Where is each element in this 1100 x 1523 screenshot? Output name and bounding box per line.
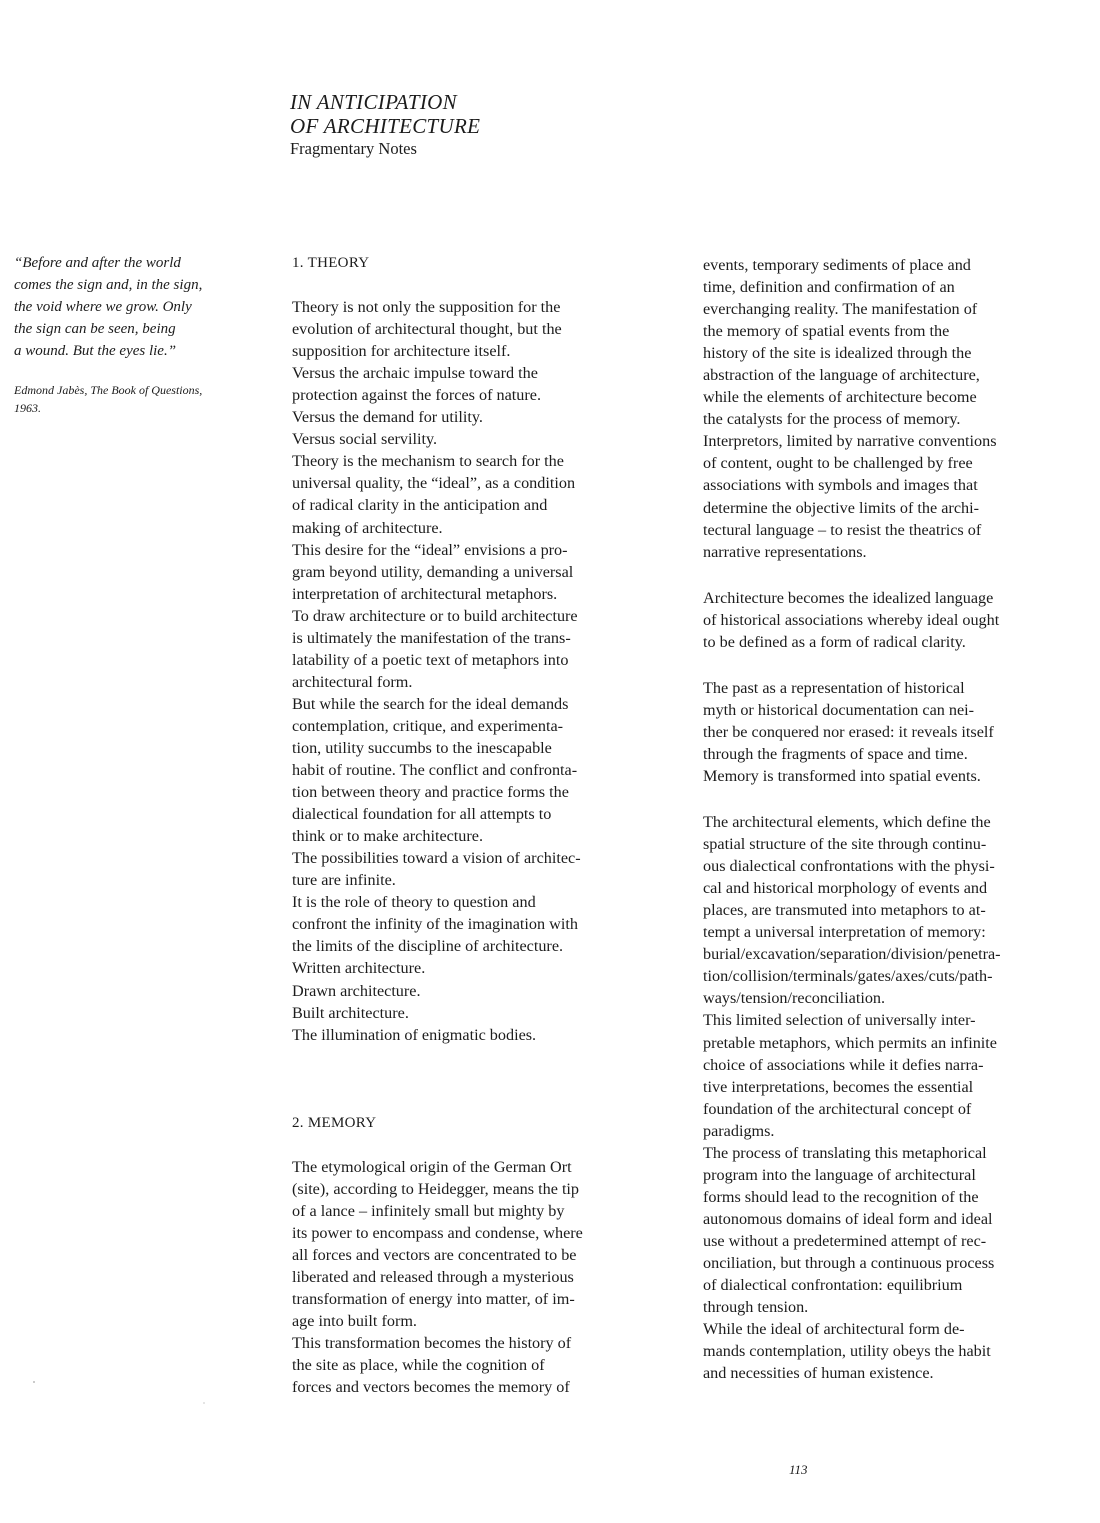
body-text-line: abstraction of the language of architecture, <box>703 366 980 385</box>
body-text-line: evolution of architectural thought, but the <box>292 320 562 339</box>
body-text-line: transformation of energy into matter, of im- <box>292 1289 575 1308</box>
epigraph-quote-line: “Before and after the world <box>14 255 181 271</box>
body-text-line: latability of a poetic text of metaphors into <box>292 650 569 669</box>
body-text-line: spatial structure of the site through continu- <box>703 835 987 854</box>
epigraph-quote-line: the void where we grow. Only <box>14 299 192 315</box>
body-text-line: forces and vectors becomes the memory of <box>292 1378 570 1397</box>
body-text-line: Written architecture. <box>292 959 426 978</box>
body-text-line: making of architecture. <box>292 518 443 537</box>
body-text-line: This limited selection of universally inter- <box>703 1011 976 1030</box>
body-text-line: architectural form. <box>292 672 413 691</box>
article-title-block <box>290 90 480 160</box>
body-text-line: liberated and released through a mysterious <box>292 1267 574 1286</box>
body-text-line: mands contemplation, utility obeys the habit <box>703 1342 991 1361</box>
body-text-line: program into the language of architectural <box>703 1165 976 1184</box>
body-text-line: tion between theory and practice forms the <box>292 783 569 802</box>
body-text-line: of content, ought to be challenged by free <box>703 454 973 473</box>
body-text-line: onciliation, but through a continuous process <box>703 1253 995 1272</box>
epigraph-citation-line: Edmond Jabès, The Book of Questions, <box>14 383 203 397</box>
body-text-line: age into built form. <box>292 1312 417 1331</box>
body-text-line: universal quality, the “ideal”, as a condition <box>292 474 576 493</box>
body-text-line: everchanging reality. The manifestation of <box>703 300 978 319</box>
memory-body <box>292 1156 662 1399</box>
body-text-line: ther be conquered nor erased: it reveals itself <box>703 722 994 741</box>
body-text-line: of dialectical confrontation: equilibrium <box>703 1276 963 1295</box>
body-paragraph <box>703 587 1093 653</box>
body-text-line: confront the infinity of the imagination with <box>292 915 578 934</box>
body-paragraph <box>703 811 1093 1384</box>
body-text-line: choice of associations while it defies narra- <box>703 1055 984 1074</box>
body-text-line: its power to encompass and condense, where <box>292 1223 583 1242</box>
body-text-line: cal and historical morphology of events and <box>703 879 988 898</box>
body-text-line: (site), according to Heidegger, means the tip <box>292 1179 580 1198</box>
body-text-line: tive interpretations, becomes the essential <box>703 1077 974 1096</box>
body-text-line: dialectical foundation for all attempts to <box>292 805 552 824</box>
body-text-line: forms should lead to the recognition of the <box>703 1187 979 1206</box>
body-text-line: Memory is transformed into spatial events. <box>703 766 981 785</box>
body-text-line: use without a predetermined attempt of rec- <box>703 1231 987 1250</box>
epigraph-quote <box>14 252 269 362</box>
body-text-line: associations with symbols and images that <box>703 476 978 495</box>
article-title-line-2: OF ARCHITECTURE <box>290 114 481 138</box>
body-text-line: The past as a representation of historical <box>703 678 965 697</box>
body-text-line: tectural language – to resist the theatrics of <box>703 520 982 539</box>
page-number: 113 <box>789 1462 808 1477</box>
body-text-line: Versus social servility. <box>292 430 438 449</box>
epigraph-citation-line: 1963. <box>14 400 41 415</box>
body-text-line: events, temporary sediments of place and <box>703 256 971 274</box>
body-text-line: places, are transmuted into metaphors to at- <box>703 901 986 920</box>
body-text-line: paradigms. <box>703 1121 775 1140</box>
body-text-line: The illumination of enigmatic bodies. <box>292 1025 537 1044</box>
body-text-line: pretable metaphors, which permits an infinite <box>703 1033 997 1052</box>
body-text-line: tion, utility succumbs to the inescapable <box>292 738 552 757</box>
body-text-line: While the ideal of architectural form de- <box>703 1320 965 1339</box>
body-text-line: To draw architecture or to build architecture <box>292 606 578 625</box>
body-text-line: is ultimately the manifestation of the trans- <box>292 628 571 647</box>
article-subtitle: Fragmentary Notes <box>290 139 417 158</box>
body-text-line: through tension. <box>703 1298 809 1317</box>
body-text-line: Architecture becomes the idealized language <box>703 588 994 607</box>
body-text-line: habit of routine. The conflict and confronta- <box>292 761 578 780</box>
body-text-line: contemplation, critique, and experimenta- <box>292 716 564 735</box>
body-text-line: The process of translating this metaphorical <box>703 1143 987 1162</box>
body-text-line: autonomous domains of ideal form and ideal <box>703 1209 993 1228</box>
scan-speck <box>33 1381 35 1383</box>
body-text-line: ways/tension/reconciliation. <box>703 989 886 1008</box>
epigraph-citation <box>14 382 269 417</box>
body-text-line: narrative representations. <box>703 542 867 561</box>
body-text-line: interpretation of architectural metaphors. <box>292 584 558 603</box>
body-text-line: all forces and vectors are concentrated to be <box>292 1245 577 1264</box>
body-text-line: burial/excavation/separation/division/penetra- <box>703 945 1001 964</box>
body-text-line: tion/collision/terminals/gates/axes/cuts/path- <box>703 967 993 986</box>
body-text-line: think or to make architecture. <box>292 827 484 846</box>
body-text-line: The etymological origin of the German Ort <box>292 1157 572 1176</box>
body-text-line: This desire for the “ideal” envisions a pro- <box>292 540 568 559</box>
epigraph <box>14 252 269 417</box>
body-text-line: The architectural elements, which define the <box>703 813 991 832</box>
body-text-line: history of the site is idealized through the <box>703 344 972 363</box>
theory-body <box>292 296 662 1046</box>
body-text-line: Built architecture. <box>292 1003 409 1022</box>
epigraph-quote-line: the sign can be seen, being <box>14 321 176 337</box>
body-text-line: It is the role of theory to question and <box>292 893 536 912</box>
body-text-line: protection against the forces of nature. <box>292 386 542 405</box>
body-text-line: the memory of spatial events from the <box>703 322 950 341</box>
epigraph-quote-line: a wound. But the eyes lie.” <box>14 343 177 359</box>
body-text-line: This transformation becomes the history of <box>292 1334 572 1353</box>
body-text-line: Theory is the mechanism to search for the <box>292 452 564 471</box>
body-text-line: Versus the demand for utility. <box>292 408 483 427</box>
body-text-line: the site as place, while the cognition of <box>292 1356 545 1375</box>
body-text-line: ous dialectical confrontations with the physi- <box>703 857 995 876</box>
body-text-line: the limits of the discipline of architecture. <box>292 937 564 956</box>
body-text-line: myth or historical documentation can nei- <box>703 700 975 719</box>
body-paragraph <box>703 254 1093 563</box>
body-text-line: while the elements of architecture become <box>703 388 977 407</box>
scan-speck <box>203 1402 205 1404</box>
body-text-line: gram beyond utility, demanding a universal <box>292 562 574 581</box>
body-paragraph <box>703 677 1093 787</box>
body-text-line: Versus the archaic impulse toward the <box>292 364 538 383</box>
body-text-line: Drawn architecture. <box>292 981 421 1000</box>
section-heading-theory: 1. THEORY <box>292 255 370 271</box>
body-text-line: Theory is not only the supposition for the <box>292 298 561 317</box>
body-text-line: determine the objective limits of the archi- <box>703 498 979 517</box>
body-text-line: tempt a universal interpretation of memory: <box>703 923 986 942</box>
body-text-line: supposition for architecture itself. <box>292 342 511 361</box>
text-column-left <box>292 252 662 1398</box>
epigraph-quote-line: comes the sign and, in the sign, <box>14 277 203 293</box>
body-text-line: of radical clarity in the anticipation and <box>292 496 548 515</box>
article-title-line-1: IN ANTICIPATION <box>290 90 457 114</box>
body-text-line: Interpretors, limited by narrative conventions <box>703 432 997 451</box>
section-heading-memory: 2. MEMORY <box>292 1114 377 1131</box>
body-text-line: of a lance – infinitely small but mighty by <box>292 1201 565 1220</box>
body-text-line: foundation of the architectural concept of <box>703 1099 972 1118</box>
body-text-line: ture are infinite. <box>292 871 396 890</box>
body-text-line: time, definition and confirmation of an <box>703 278 955 297</box>
body-text-line: of historical associations whereby ideal ought <box>703 610 1000 629</box>
body-text-line: The possibilities toward a vision of architec- <box>292 849 581 868</box>
body-text-line: through the fragments of space and time. <box>703 744 968 763</box>
body-text-line: But while the search for the ideal demands <box>292 694 569 713</box>
body-text-line: to be defined as a form of radical clarity. <box>703 632 966 651</box>
body-text-line: the catalysts for the process of memory. <box>703 410 961 429</box>
text-column-right <box>703 254 1093 1384</box>
body-text-line: and necessities of human existence. <box>703 1364 934 1383</box>
